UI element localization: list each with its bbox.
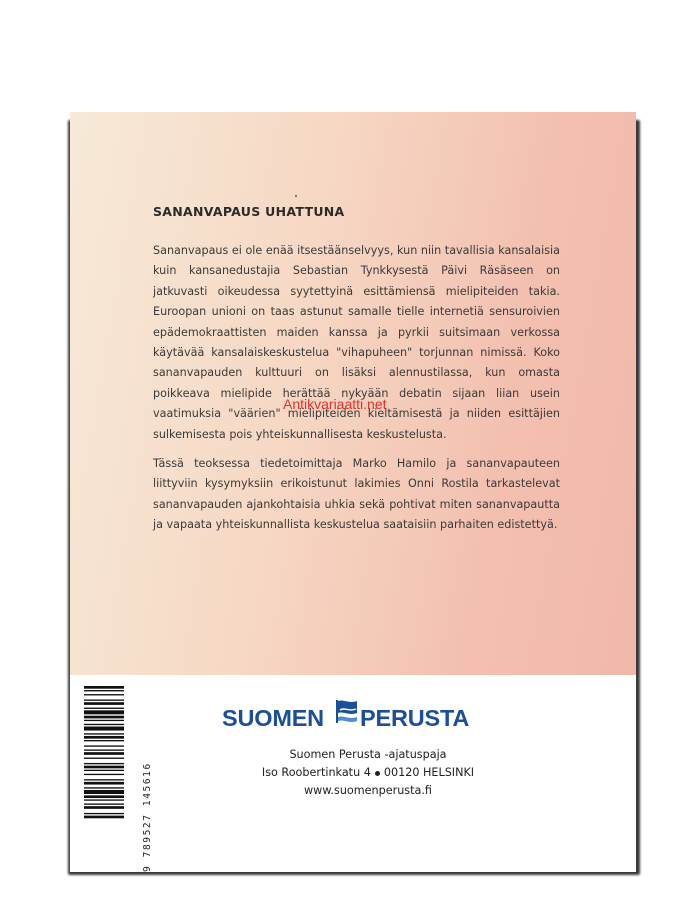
flag-icon <box>334 698 360 724</box>
barcode-bar <box>84 806 124 809</box>
barcode-bar <box>84 720 124 721</box>
publisher-address <box>70 766 636 779</box>
address-city: 00120 HELSINKI <box>383 766 475 779</box>
barcode-bar <box>84 763 124 764</box>
description-paragraph-1: Sananvapaus ei ole enää itsestäänselvyys, kun niin tavallisia kansalaisia kuin kansanedustajia Sebastian Tynkkysestä Päivi Räsäseen on jatkuvasti oikeudessa syytettyinä esittämiensä mielipiteiden takia. Euroopan unioni on taas astunut samalle tielle internetiä sensuroivien epädemokraattisten maiden kanssa ja pyrkii suitsimaan verkossa käytävää kansalaiskeskustelua "vihapuheen" torjunnan nimissä. Koko sananvapauden kulttuuri on lisäksi alennustilassa, kun omasta poikkeava mielipide herättää nykyään debatin sijaan liian usein vaatimuksia "väärien" mielipiteiden kieltämisestä ja niiden esittäjien sulkemisesta pois yhteiskunnallisesta keskustelusta. <box>153 244 560 441</box>
logo-word-left: SUOMEN <box>222 705 324 731</box>
barcode-bar <box>84 779 124 780</box>
barcode-bar <box>84 700 124 701</box>
barcode-bar <box>84 708 124 709</box>
barcode-bar <box>84 727 124 731</box>
logo-word-right: PERUSTA <box>360 705 470 731</box>
publisher-panel <box>70 675 636 872</box>
barcode-bar <box>84 694 124 695</box>
barcode-bar <box>84 724 124 725</box>
description-paragraph-2: Tässä teoksessa tiedetoimittaja Marko Hamilo ja sananvapauteen liittyviin kysymyksiin erikoistunut lakimies Onni Rostila tarkastelevat sananvapauden ajankohtaisia uhkia sekä pohtivat miten sananvapautta ja vapaata yhteiskunnallista keskustelua saataisiin parhaiten edistettyä. <box>153 457 560 532</box>
barcode-bar <box>84 816 124 819</box>
watermark-text: Antikvariaatti.net <box>283 396 387 412</box>
barcode-bar <box>84 702 124 705</box>
barcode-bar <box>84 733 124 734</box>
barcode-bar <box>84 745 124 746</box>
publisher-name: Suomen Perusta -ajatuspaja <box>289 748 447 761</box>
separator-dot-icon <box>375 771 380 776</box>
publisher-logo <box>222 695 472 735</box>
barcode-bar <box>84 686 124 689</box>
publisher-website: www.suomenperusta.fi <box>304 784 432 797</box>
isbn-digits: 9 789527 145616 <box>142 762 153 872</box>
barcode-bar <box>84 803 124 804</box>
address-street: Iso Roobertinkatu 4 <box>261 766 371 779</box>
small-mark <box>295 195 297 197</box>
barcode-bar <box>84 690 124 691</box>
barcode-bar <box>84 799 124 800</box>
barcode-bar <box>84 716 124 719</box>
barcode-bar <box>84 813 124 814</box>
cover-title: SANANVAPAUS UHATTUNA <box>153 204 345 219</box>
barcode-bar <box>84 736 124 739</box>
barcode-bar <box>84 740 124 741</box>
book-back-cover <box>70 112 636 872</box>
barcode-bar <box>84 710 124 714</box>
